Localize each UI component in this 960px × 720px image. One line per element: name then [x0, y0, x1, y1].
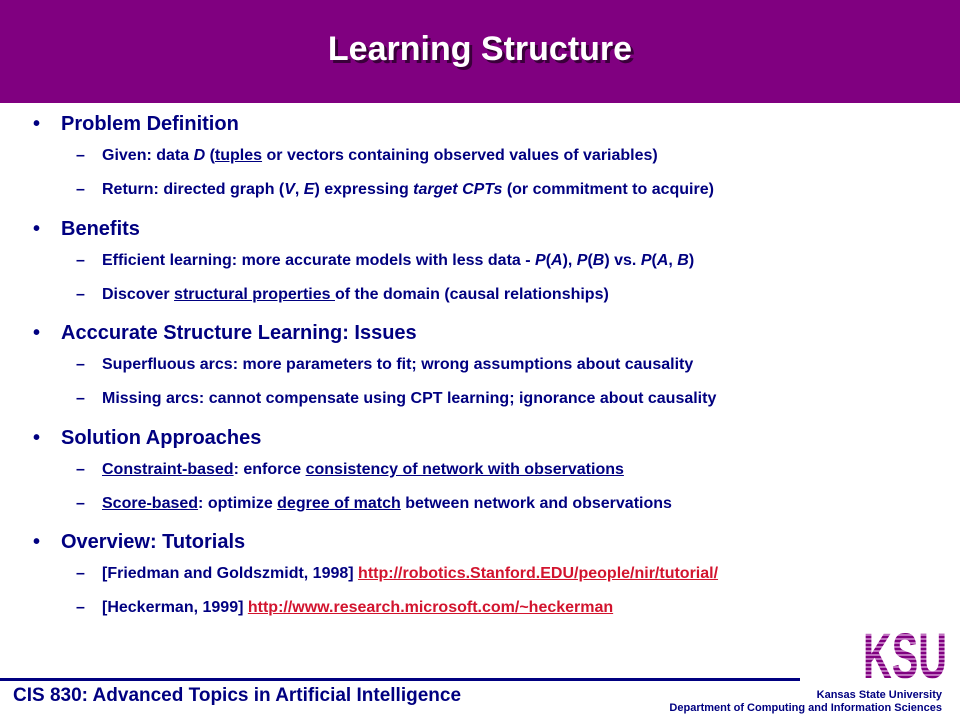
sub-bullet-item: [76, 390, 716, 408]
item-text: A: [656, 252, 669, 269]
bullet-item: [33, 218, 140, 241]
sub-bullet-item: [76, 147, 658, 165]
item-text: ): [688, 252, 695, 269]
item-text: ) vs.: [604, 252, 641, 269]
dash-marker: –: [76, 599, 85, 616]
item-text: between network and observations: [400, 495, 672, 512]
underlined-term: structural properties: [174, 286, 335, 303]
underlined-term: Constraint-based: [102, 461, 234, 478]
item-text: (: [651, 252, 657, 269]
university-name: Kansas State University: [816, 689, 942, 701]
sub-bullet-item: [76, 599, 613, 617]
item-text: V: [284, 181, 295, 198]
item-text: A: [551, 252, 563, 269]
item-text: P: [640, 252, 652, 269]
bullet-marker: •: [33, 218, 41, 240]
item-text: B: [592, 252, 605, 269]
underlined-term: tuples: [214, 147, 263, 164]
underlined-term: degree of match: [277, 495, 401, 512]
tutorial-link[interactable]: http://www.research.microsoft.com/~heckerman: [247, 599, 614, 616]
item-text: Acccurate Structure Learning: Issues: [61, 322, 417, 344]
dash-marker: –: [76, 286, 85, 303]
item-text: ,: [668, 252, 678, 269]
item-text: P: [535, 252, 546, 269]
item-text: Overview: Tutorials: [61, 531, 246, 553]
sub-bullet-item: [76, 565, 718, 583]
item-text: (: [587, 252, 593, 269]
item-text: target CPTs: [413, 181, 503, 198]
item-text: B: [677, 252, 689, 269]
ksu-logo-text: KSU: [863, 620, 947, 684]
dash-marker: –: [76, 147, 85, 164]
bullet-marker: •: [33, 322, 41, 344]
slide-title: Learning Structure: [327, 30, 633, 68]
item-text: Discover: [102, 286, 175, 303]
sub-bullet-item: [76, 286, 609, 304]
item-text: E: [303, 181, 315, 198]
course-name: CIS 830: Advanced Topics in Artificial Intelligence: [13, 685, 462, 706]
bullet-marker: •: [33, 531, 41, 553]
item-text: Efficient learning: more accurate models with less data -: [102, 252, 536, 269]
item-text: D: [193, 147, 206, 164]
item-text: Solution Approaches: [61, 427, 262, 449]
sub-bullet-item: [76, 252, 694, 270]
item-text: ),: [562, 252, 577, 269]
sub-bullet-item: [76, 461, 624, 479]
bullet-item: [33, 113, 239, 136]
item-text: Benefits: [61, 218, 140, 240]
item-text: or vectors containing observed values of variables): [262, 147, 658, 164]
dash-marker: –: [76, 390, 85, 407]
item-text: : optimize: [198, 495, 278, 512]
sub-bullet-item: [76, 495, 672, 513]
item-text: P: [576, 252, 588, 269]
bullet-item: [33, 322, 417, 345]
footer-divider: [0, 678, 800, 681]
dash-marker: –: [76, 181, 85, 198]
underlined-term: consistency of network with observations: [305, 461, 624, 478]
item-text: ) expressing: [314, 181, 414, 198]
dash-marker: –: [76, 356, 85, 373]
item-text: [Friedman and Goldszmidt, 1998]: [102, 565, 359, 582]
bullet-item: [33, 427, 261, 450]
item-text: Superfluous arcs: more parameters to fit; wrong assumptions about causality: [102, 356, 694, 373]
item-text: of the domain (causal relationships): [334, 286, 609, 303]
bullet-marker: •: [33, 427, 41, 449]
underlined-term: Score-based: [102, 495, 199, 512]
dash-marker: –: [76, 495, 85, 512]
item-text: Problem Definition: [61, 113, 239, 135]
dash-marker: –: [76, 565, 85, 582]
item-text: Given: data: [102, 147, 194, 164]
item-text: Return: directed graph (: [102, 181, 285, 198]
item-text: (or commitment to acquire): [502, 181, 714, 198]
item-text: (: [205, 147, 215, 164]
bullet-marker: •: [33, 113, 41, 135]
dash-marker: –: [76, 252, 85, 269]
tutorial-link[interactable]: http://robotics.Stanford.EDU/people/nir/tutorial/: [358, 565, 719, 582]
item-text: [Heckerman, 1999]: [102, 599, 248, 616]
item-text: (: [545, 252, 552, 269]
university-info: [669, 689, 942, 715]
sub-bullet-item: [76, 181, 714, 199]
sub-bullet-item: [76, 356, 693, 374]
item-text: ,: [294, 181, 304, 198]
dash-marker: –: [76, 461, 85, 478]
department-name: Department of Computing and Information Sciences: [669, 702, 942, 714]
item-text: Missing arcs: cannot compensate using CPT learning; ignorance about causality: [102, 390, 717, 407]
ksu-logo: [862, 620, 948, 684]
item-text: : enforce: [233, 461, 306, 478]
bullet-item: [33, 531, 245, 554]
